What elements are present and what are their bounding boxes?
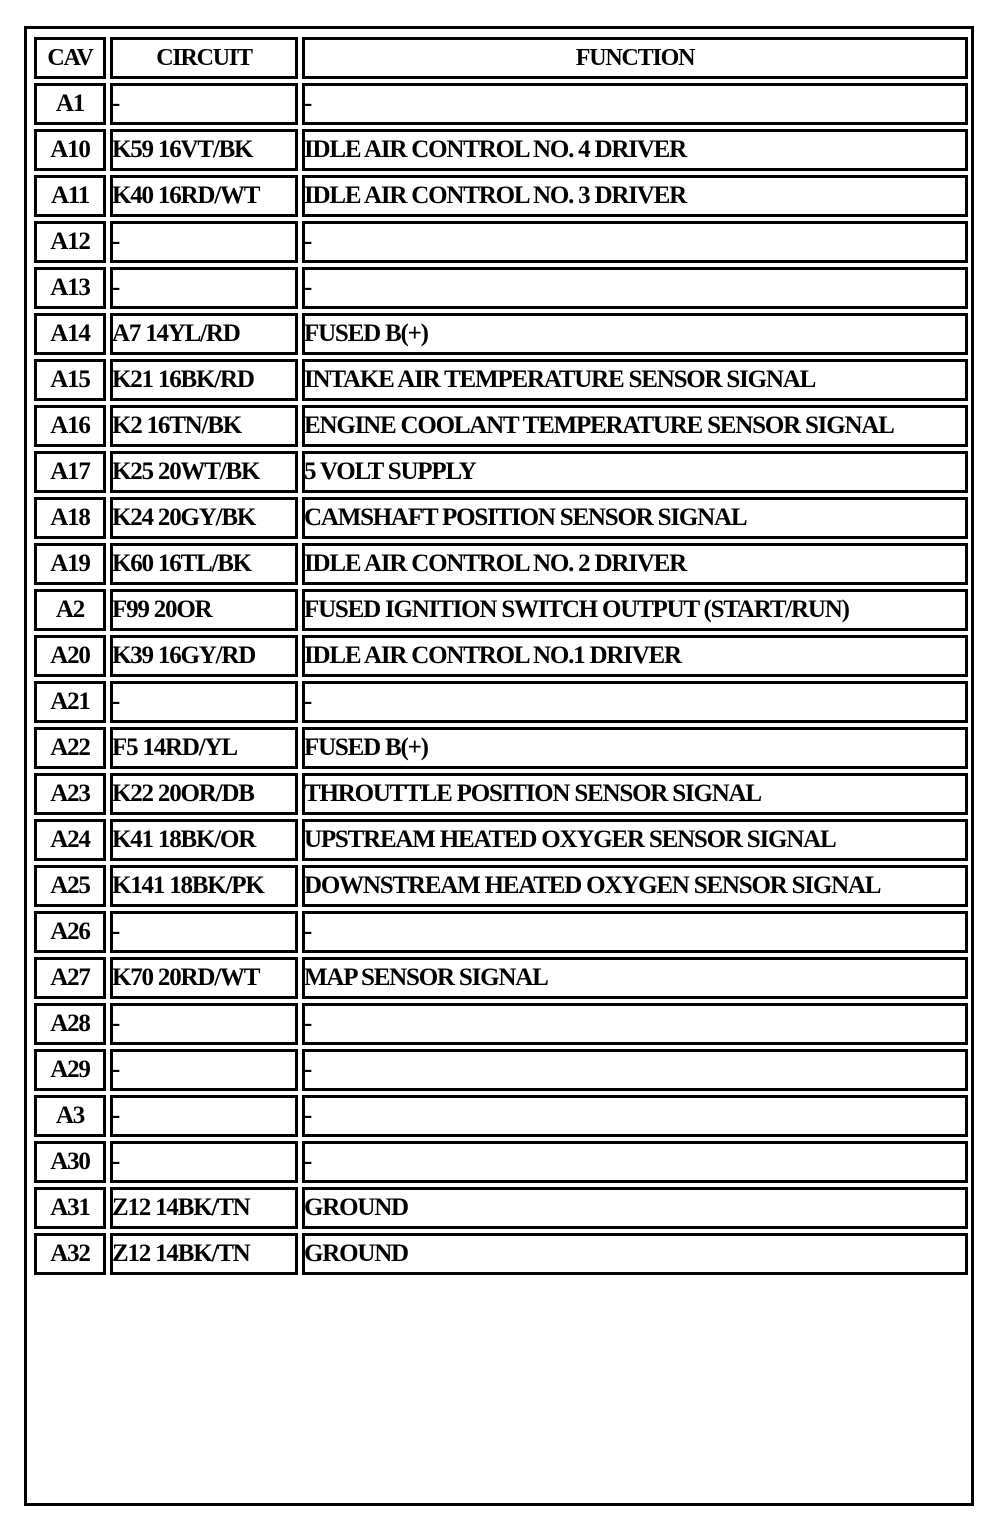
- cav-column-header: CAV: [34, 37, 106, 79]
- circuit-cell: K25 20WT/BK: [110, 451, 298, 493]
- function-column-header: FUNCTION: [302, 37, 968, 79]
- function-cell: IDLE AIR CONTROL NO. 3 DRIVER: [302, 175, 968, 217]
- table-row: [34, 543, 968, 585]
- cav-cell: A23: [34, 773, 106, 815]
- cav-cell: A2: [34, 589, 106, 631]
- function-cell: INTAKE AIR TEMPERATURE SENSOR SIGNAL: [302, 359, 968, 401]
- cav-cell: A26: [34, 911, 106, 953]
- table-row: [34, 1233, 968, 1275]
- function-cell: FUSED B(+): [302, 727, 968, 769]
- table-row: [34, 129, 968, 171]
- function-cell: UPSTREAM HEATED OXYGER SENSOR SIGNAL: [302, 819, 968, 861]
- cav-cell: A13: [34, 267, 106, 309]
- connector-pinout-sheet: [24, 26, 974, 1506]
- table-row: [34, 497, 968, 539]
- function-cell: -: [302, 1049, 968, 1091]
- cav-cell: A25: [34, 865, 106, 907]
- table-row: [34, 175, 968, 217]
- circuit-cell: Z12 14BK/TN: [110, 1233, 298, 1275]
- table-row: [34, 865, 968, 907]
- circuit-cell: -: [110, 681, 298, 723]
- function-cell: IDLE AIR CONTROL NO. 2 DRIVER: [302, 543, 968, 585]
- table-row: [34, 1187, 968, 1229]
- function-cell: -: [302, 681, 968, 723]
- circuit-cell: K59 16VT/BK: [110, 129, 298, 171]
- circuit-cell: -: [110, 1049, 298, 1091]
- circuit-cell: K24 20GY/BK: [110, 497, 298, 539]
- table-row: [34, 359, 968, 401]
- circuit-cell: K39 16GY/RD: [110, 635, 298, 677]
- cav-cell: A27: [34, 957, 106, 999]
- circuit-cell: K60 16TL/BK: [110, 543, 298, 585]
- table-row: [34, 1049, 968, 1091]
- circuit-cell: K41 18BK/OR: [110, 819, 298, 861]
- function-cell: -: [302, 83, 968, 125]
- cav-cell: A31: [34, 1187, 106, 1229]
- circuit-cell: K22 20OR/DB: [110, 773, 298, 815]
- circuit-cell: F99 20OR: [110, 589, 298, 631]
- cav-cell: A20: [34, 635, 106, 677]
- cav-cell: A24: [34, 819, 106, 861]
- function-cell: 5 VOLT SUPPLY: [302, 451, 968, 493]
- function-cell: ENGINE COOLANT TEMPERATURE SENSOR SIGNAL: [302, 405, 968, 447]
- cav-cell: A10: [34, 129, 106, 171]
- cav-cell: A3: [34, 1095, 106, 1137]
- function-cell: -: [302, 267, 968, 309]
- circuit-cell: -: [110, 83, 298, 125]
- function-cell: GROUND: [302, 1187, 968, 1229]
- connector-pinout-table: [30, 33, 972, 1279]
- circuit-cell: -: [110, 267, 298, 309]
- circuit-cell: K141 18BK/PK: [110, 865, 298, 907]
- circuit-cell: K40 16RD/WT: [110, 175, 298, 217]
- table-row: [34, 221, 968, 263]
- circuit-cell: K2 16TN/BK: [110, 405, 298, 447]
- function-cell: CAMSHAFT POSITION SENSOR SIGNAL: [302, 497, 968, 539]
- table-header: [34, 37, 968, 79]
- cav-cell: A12: [34, 221, 106, 263]
- cav-cell: A30: [34, 1141, 106, 1183]
- function-cell: THROUTTLE POSITION SENSOR SIGNAL: [302, 773, 968, 815]
- table-row: [34, 635, 968, 677]
- table-row: [34, 1141, 968, 1183]
- cav-cell: A14: [34, 313, 106, 355]
- circuit-cell: K70 20RD/WT: [110, 957, 298, 999]
- table-row: [34, 267, 968, 309]
- function-cell: FUSED IGNITION SWITCH OUTPUT (START/RUN): [302, 589, 968, 631]
- cav-cell: A11: [34, 175, 106, 217]
- circuit-cell: -: [110, 1095, 298, 1137]
- table-row: [34, 1003, 968, 1045]
- table-row: [34, 727, 968, 769]
- function-cell: GROUND: [302, 1233, 968, 1275]
- cav-cell: A19: [34, 543, 106, 585]
- cav-cell: A16: [34, 405, 106, 447]
- circuit-cell: A7 14YL/RD: [110, 313, 298, 355]
- table-row: [34, 1095, 968, 1137]
- function-cell: IDLE AIR CONTROL NO. 4 DRIVER: [302, 129, 968, 171]
- cav-cell: A18: [34, 497, 106, 539]
- cav-cell: A21: [34, 681, 106, 723]
- cav-cell: A32: [34, 1233, 106, 1275]
- circuit-cell: Z12 14BK/TN: [110, 1187, 298, 1229]
- function-cell: -: [302, 911, 968, 953]
- cav-cell: A17: [34, 451, 106, 493]
- function-cell: -: [302, 1095, 968, 1137]
- table-row: [34, 957, 968, 999]
- circuit-cell: K21 16BK/RD: [110, 359, 298, 401]
- table-row: [34, 313, 968, 355]
- function-cell: DOWNSTREAM HEATED OXYGEN SENSOR SIGNAL: [302, 865, 968, 907]
- circuit-cell: F5 14RD/YL: [110, 727, 298, 769]
- circuit-cell: -: [110, 1141, 298, 1183]
- table-row: [34, 911, 968, 953]
- table-row: [34, 405, 968, 447]
- header-row: [34, 37, 968, 79]
- table-row: [34, 451, 968, 493]
- table-row: [34, 83, 968, 125]
- circuit-column-header: CIRCUIT: [110, 37, 298, 79]
- table-row: [34, 773, 968, 815]
- cav-cell: A15: [34, 359, 106, 401]
- cav-cell: A29: [34, 1049, 106, 1091]
- circuit-cell: -: [110, 1003, 298, 1045]
- table-row: [34, 589, 968, 631]
- function-cell: MAP SENSOR SIGNAL: [302, 957, 968, 999]
- function-cell: -: [302, 221, 968, 263]
- function-cell: -: [302, 1141, 968, 1183]
- cav-cell: A22: [34, 727, 106, 769]
- circuit-cell: -: [110, 911, 298, 953]
- cav-cell: A1: [34, 83, 106, 125]
- cav-cell: A28: [34, 1003, 106, 1045]
- table-row: [34, 819, 968, 861]
- function-cell: IDLE AIR CONTROL NO.1 DRIVER: [302, 635, 968, 677]
- table-body: [34, 83, 968, 1275]
- table-row: [34, 681, 968, 723]
- function-cell: FUSED B(+): [302, 313, 968, 355]
- function-cell: -: [302, 1003, 968, 1045]
- circuit-cell: -: [110, 221, 298, 263]
